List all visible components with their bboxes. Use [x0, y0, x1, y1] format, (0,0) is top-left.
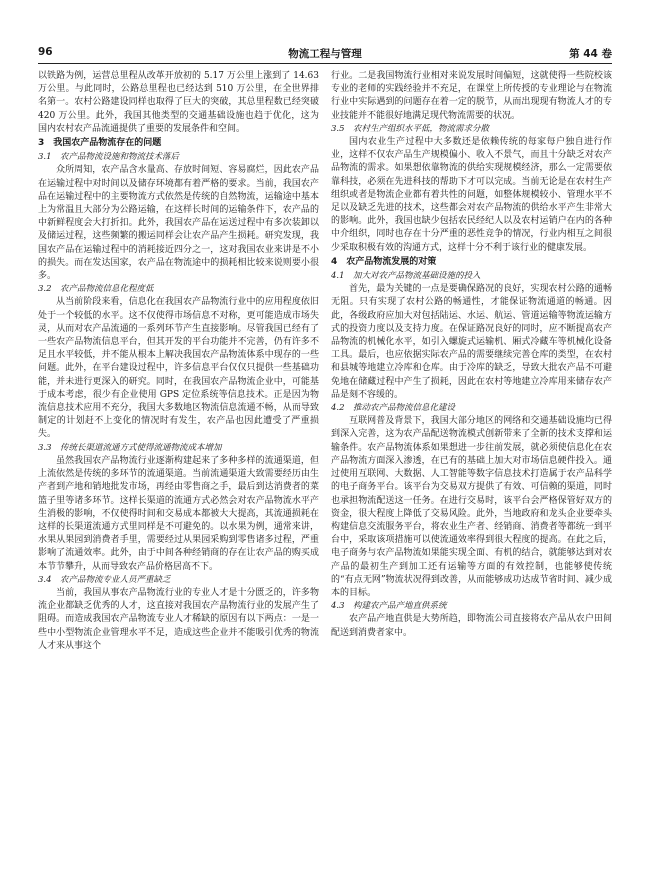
subsection-heading: 3.4 农产品物流专业人员严重缺乏 [38, 574, 171, 585]
subsection-heading: 4.2 推动农产品物流信息化建设 [331, 403, 456, 414]
paragraph: 行业。二是我国物流行业相对来说发展时间偏短，这就使得一些院校该专业的老师的实践经验并不充足，在课堂上所传授的专业理论与在物流行业中实际遇到的问题存在着一定的脱节，从而出现现有物流人才的专业技能并不能很好地满足现代物流需要的状况。 [331, 71, 612, 121]
subsection-heading: 3.1 农产品物流设施和物流技术落后 [38, 152, 180, 163]
subsection-heading: 4.3 构建农产品产地直供系统 [331, 601, 447, 612]
journal-title: 物流工程与管理 [288, 48, 362, 60]
subsection-heading: 3.2 农产品物流信息化程度低 [38, 284, 154, 295]
paragraph: 以铁路为例，运营总里程从改革开放初的 5.17 万公里上涨到了 14.63 万公里。与此同时，公路总里程也已经达到 510 万公里，在全世界排名第一。农村公路建设同样也取得了巨大的突破，其总里程数已经突破 420 万公里。此外，我国其他类型的交通基础设施也趋于优化，这为国内农村农产品流通提供了重要的发展条件和空间。 [38, 71, 319, 134]
subsection-heading: 3.5 农村生产组织水平低，物流需求分散 [331, 123, 490, 134]
paragraph: 从当前阶段来看，信息化在我国农产品物流行业中的应用程度依旧处于一个较低的水平。这不仅使得市场信息不对称，更可能造成市场失灵，从而对农产品流通的一系列环节产生直接影响。尽管我国已经有了一些农产品物流信息平台，但其开发的平台功能并不完善，仍有许多不足且水平较低，并不能从根本上解决我国农产品物流体系中现存的一些问题。此外，在平台建设过程中，许多信息平台仅仅只提供一些基础功能，并未进行更深入的研究。同时，在我国农产品物流企业中，可能基于成本考虑，很少有企业使用 GPS 定位系统等信息技术。正是因为物流信息技术应用不充分，我国大多数地区物流信息流通不畅，从而导致制定的计划赶不上变化的情况时有发生，农产品也因此遭受了严重损失。 [38, 297, 319, 440]
paragraph: 众所周知，农产品含水量高、存放时间短、容易腐烂，因此农产品在运输过程中对时间以及储存环境都有着严格的要求。当前，我国农产品在运输过程中的主要物流方式依然是传统的自然物流，运输途中基本上为常温且大部分为公路运输，在这样长时间的运输条件下，农产品的中新鲜程度会大打折扣。此外，我国农产品在运送过程中有多次装卸以及储运过程，这些频繁的搬运同样会让农产品产生损耗。研究发现，我国农产品在运输过程中的消耗接近四分之一，这对我国农业来讲是不小的损失。而在发达国家，农产品在物流途中的损耗相比较来说则要小很多。 [38, 165, 319, 282]
left-column [38, 70, 319, 653]
volume-label: 第 44 卷 [569, 48, 612, 60]
paragraph: 互联网普及背景下，我国大部分地区的网络和交通基础设施均已得到深入完善，这为农产品配送物流模式创新带来了全新的技术支撑和运输条件。农产品物流体系如果想进一步往前发展，就必须使信息化在农产品物流方面深入渗透，在已有的基础上加大对市场信息硬件投入。通过使用互联网、大数据、人工智能等数字信息技术打造属于农产品科学的电子商务平台。该平台为交易双方提供了有效、可信赖的渠道，同时也承担物流配送这一任务。在进行交易时，该平台会严格保管好双方的资金，很大程度上降低了交易风险。此外，当地政府和龙头企业要牵头构建信息交流服务平台，将农业生产者、经销商、消费者等都统一到平台中，采取该项措施可以使流通效率得到很大程度的提高。在此之后，电子商务与农产品物流如果能实现全面、有机的结合，就能够达到对农产品的最初生产到加工还有运输等方面的有效控制，也能够使传统的“有点无网”物流状况得到改善，从而能够成功达成节省时间、减少成本的目标。 [331, 416, 612, 598]
subsection-heading: 4.1 加大对农产品物流基础设施的投入 [331, 271, 481, 282]
paragraph: 首先，最为关键的一点是要确保路况的良好，实现农村公路的通畅无阻。只有实现了农村公路的畅通性，才能保证物流通道的畅通。因此，各级政府应加大对包括陆运、水运、航运、管道运输等物流运输方式的投资力度以及支持力度。在保证路况良好的同时，应不断提高农产品物流的机械化水平，如引入螺旋式运输机、厢式冷藏车等机械化设备工具。最后，也应依据实际农产品的需要继续完善仓库的类型，在农村和县城等地建立冷库和仓库。由于冷库的缺乏，导致大批农产品不可避免地在储藏过程中产生了损耗，因此在农村等地建立冷库用来储存农产品是刻不容缓的。 [331, 284, 612, 400]
paragraph: 当前，我国从事农产品物流行业的专业人才是十分匮乏的，许多物流企业都缺乏优秀的人才，这直接对我国农产品物流行业的发展产生了阻碍。而造成我国农产品物流专业人才稀缺的原因有以下两点：一是一些中小型物流企业管理水平不足，造成这些企业并不能吸引优秀的物流人才来从事这个 [38, 587, 319, 651]
header-rule [38, 63, 612, 64]
page-number: 96 [38, 46, 53, 58]
paragraph: 国内农业生产过程中大多数还是依赖传统的每家每户独自进行作业，这样不仅农产品生产规模偏小、收入不景气，而且十分缺乏对农产品物流的需求。如果想依靠物流的供给实现规模经济，那么一定需要依靠科技，必须在先进科技的帮助下才可以完成。当前无论是在农村生产组织或者是物流企业都有着共性的问题，如整体规模较小、管理水平不足以及缺乏先进的技术，这些都会对农产品物流的供给水平产生非常大的影响。此外，我国也缺少包括农民经纪人以及农村运销户在内的各种中介组织，同时也存在十分严重的恶性竞争的情况，行业内相互之间很少采取积极有效的沟通方式，这样十分不利于该行业的健康发展。 [331, 137, 612, 253]
paragraph: 农产品产地直供是大势所趋，即物流公司直接将农产品从农户田间配送到消费者家中。 [331, 614, 612, 638]
subsection-heading: 3.3 传统长渠道流通方式使得流通物流成本增加 [38, 442, 222, 453]
running-header [38, 46, 612, 62]
section-heading: 4 农产品物流发展的对策 [331, 256, 437, 267]
right-column [331, 70, 612, 640]
paragraph: 虽然我国农产品物流行业逐渐构建起来了多种多样的流通渠道，但上流依然是传统的多环节的流通渠道。当前流通渠道大致需要经历由生产者到产地和销地批发市场，再经由零售商之手，最后到达消费者的菜篮子里等诸多环节。这样长渠道的流通方式必然会对农产品物流水平产生消极的影响，不仅使得时间和交易成本都被大大提高，其流通损耗在这样的长渠道流通方式里同样是不可避免的。以水果为例，通常来讲，水果从果园到消费者手里，需要经过从果园采购到零售诸多过程，严重影响了流通效率。此外，由于中间各种经销商的存在让农产品的购买成本节节攀升，从而导致农产品价格居高不下。 [38, 455, 319, 572]
section-heading: 3 我国农产品物流存在的问题 [38, 138, 162, 149]
